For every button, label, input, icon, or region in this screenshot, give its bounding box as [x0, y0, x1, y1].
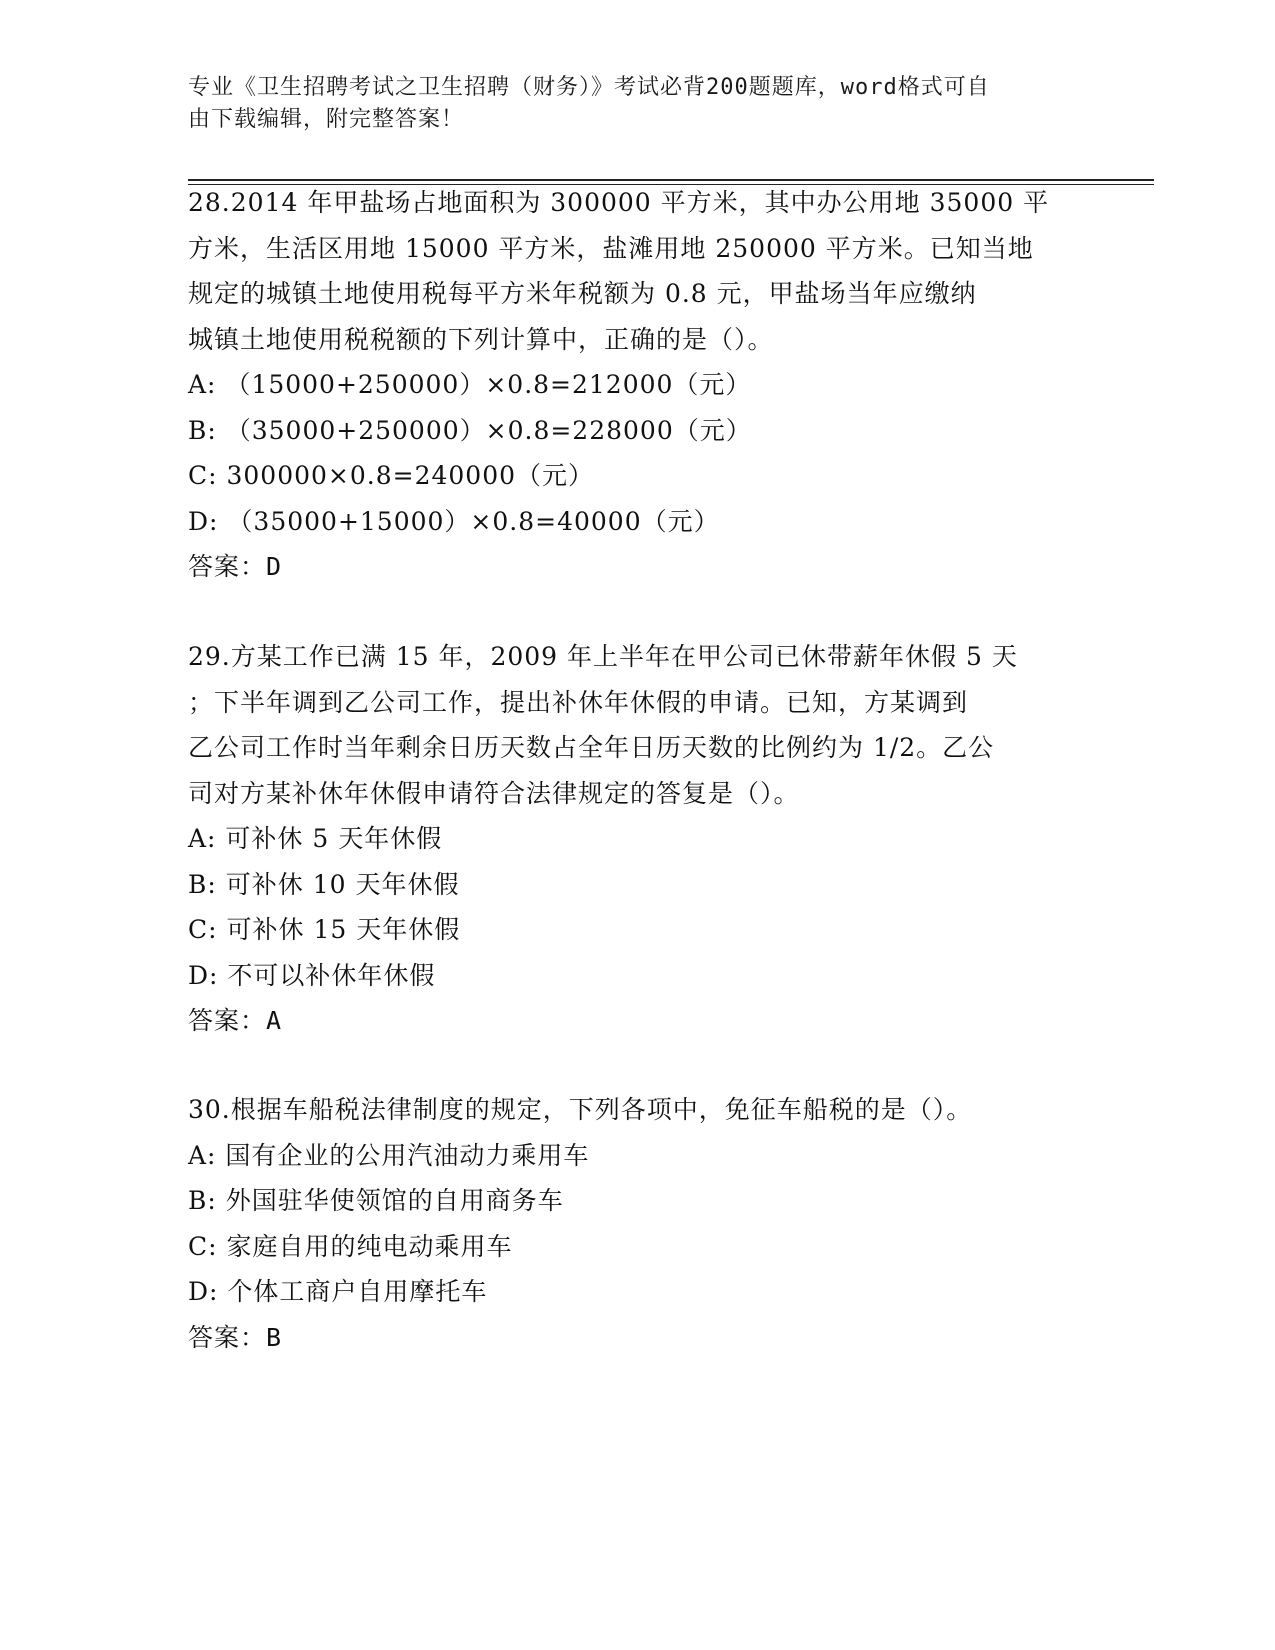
option-d: D: 个体工商户自用摩托车	[188, 1277, 488, 1306]
question-line: 乙公司工作时当年剩余日历天数占全年日历天数的比例约为 1/2。乙公	[188, 733, 995, 762]
question-line: 司对方某补休年休假申请符合法律规定的答复是（）。	[188, 778, 800, 808]
option-c: C: 家庭自用的纯电动乘用车	[188, 1231, 513, 1261]
answer-label: 答案：B	[188, 1322, 283, 1352]
option-d: D: （35000+15000）×0.8=40000（元）	[188, 506, 720, 536]
option-b: B: 外国驻华使领馆的自用商务车	[188, 1186, 564, 1215]
header-line: 由下载编辑，附完整答案！	[188, 107, 465, 132]
option-a: A: （15000+250000）×0.8=212000（元）	[188, 370, 752, 399]
question-line: ；下半年调到乙公司工作，提出补休年休假的申请。已知，方某调到	[188, 687, 969, 717]
answer-label: 答案：D	[188, 552, 283, 581]
question-29	[188, 634, 1088, 1044]
header-line: 专业《卫生招聘考试之卫生招聘（财务）》考试必背200题题库，word格式可自	[188, 75, 990, 100]
option-d: D: 不可以补休年休假	[188, 960, 436, 990]
option-b: B: （35000+250000）×0.8=228000（元）	[188, 415, 752, 445]
question-text	[188, 180, 1088, 362]
document-header	[188, 72, 1088, 136]
option-a: A: 可补休 5 天年休假	[188, 824, 443, 853]
question-line: 方米，生活区用地 15000 平方米，盐滩用地 250000 平方米。已知当地	[188, 233, 1034, 263]
question-line: 29.方某工作已满 15 年，2009 年上半年在甲公司已休带薪年休假 5 天	[188, 642, 1018, 671]
option-a: A: 国有企业的公用汽油动力乘用车	[188, 1140, 590, 1170]
option-c: C: 300000×0.8=240000（元）	[188, 461, 595, 490]
question-line: 30.根据车船税法律制度的规定，下列各项中，免征车船税的是（）。	[188, 1095, 973, 1124]
question-text	[188, 634, 1088, 816]
question-30	[188, 1087, 1088, 1360]
question-28	[188, 180, 1088, 590]
question-text	[188, 1087, 1088, 1133]
option-b: B: 可补休 10 天年休假	[188, 869, 460, 899]
question-line: 规定的城镇土地使用税每平方米年税额为 0.8 元，甲盐场当年应缴纳	[188, 279, 977, 308]
question-line: 城镇土地使用税税额的下列计算中，正确的是（）。	[188, 324, 774, 354]
answer-label: 答案：A	[188, 1006, 283, 1035]
option-c: C: 可补休 15 天年休假	[188, 915, 461, 944]
question-line: 28.2014 年甲盐场占地面积为 300000 平方米，其中办公用地 35000 平	[188, 188, 1050, 217]
